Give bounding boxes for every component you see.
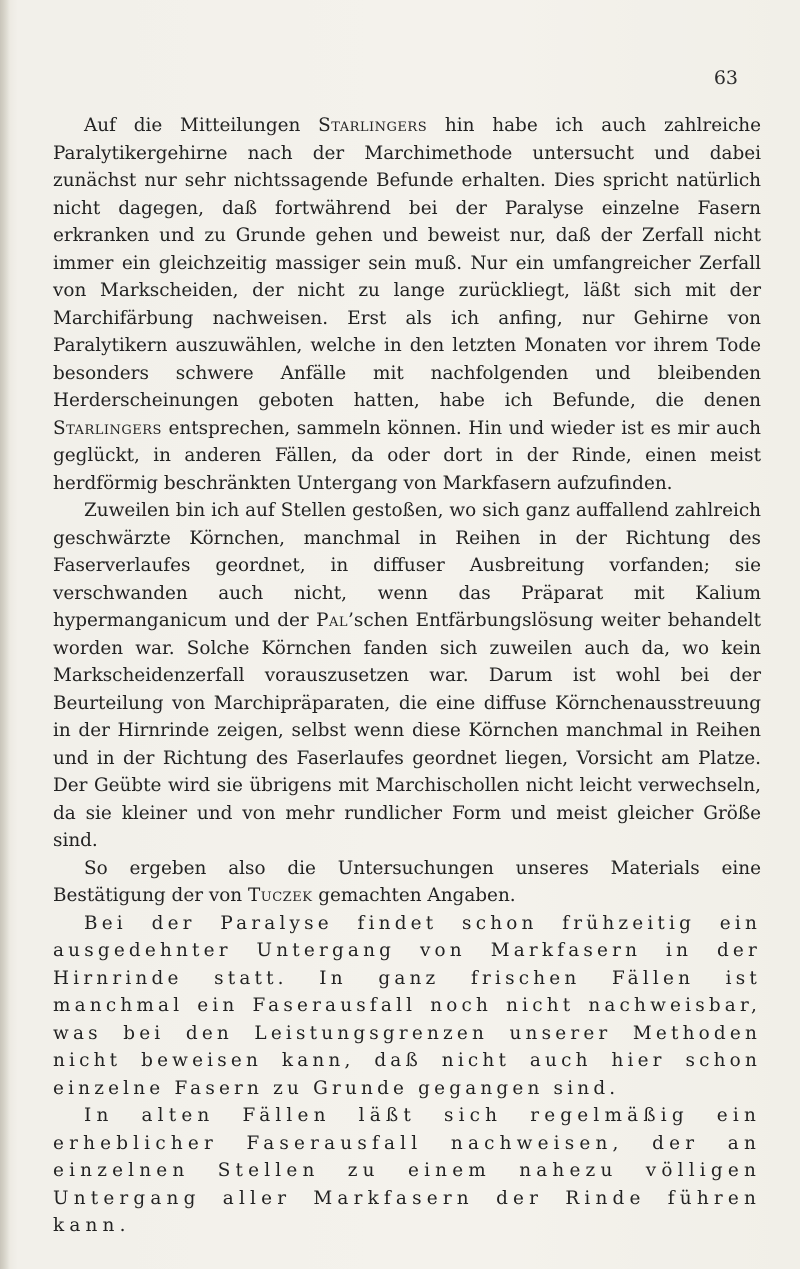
author-name-starlinger: Starlingers (318, 115, 428, 136)
paragraph-conclusion-late (53, 1102, 761, 1240)
paragraph-starlinger (53, 112, 761, 497)
author-name-tuczek: Tuczek (248, 885, 313, 906)
paragraph-koernchen (53, 497, 761, 855)
emphasized-text: Bei der Paralyse findet schon frühzeitig ein ausgedehnter Untergang von Markfasern in der Hirnrinde statt. In ganz frischen Fällen ist manchmal ein Faserausfall noch nicht nachweisbar, was bei den Leistungsgrenzen unserer Methoden nicht beweisen kann, daß nicht auch hier schon einzelne Fasern zu Grunde gegangen sind. (53, 912, 761, 1099)
paragraph-bestaetigung (53, 855, 761, 910)
page-spine-shadow (0, 0, 10, 1269)
page-number: 63 (713, 67, 738, 89)
text-segment: So ergeben also die Untersuchungen unseres Materials eine Bestätigung der von (53, 857, 761, 906)
text-segment: entsprechen, sammeln können. Hin und wieder ist es mir auch geglückt, in anderen Fällen, da oder dort in der Rinde, einen meist herdförmig beschränkten Untergang von Markfasern aufzufinden. (53, 417, 761, 494)
body-text (53, 112, 761, 1240)
text-segment: Auf die Mitteilungen (84, 115, 319, 136)
text-segment: Zuweilen bin ich auf Stellen gestoßen, wo sich ganz auffallend zahlreich geschwärzte Körnchen, manchmal in Reihen in der Richtung des Faserverlaufes geordnet, in diffuser Ausbreitung vorfanden; sie verschwanden auch nicht, wenn das Präparat mit Kalium hypermanganicum und der (53, 500, 761, 631)
text-segment: gemachten Angaben. (312, 885, 516, 906)
emphasized-text: In alten Fällen läßt sich regelmäßig ein erheblicher Faserausfall nachweisen, der an einzelnen Stellen zu einem nahezu völligen Untergang aller Markfasern der Rinde führen kann. (53, 1105, 761, 1236)
text-segment: ’schen Entfärbungslösung weiter behandelt worden war. Solche Körnchen fanden sich zuweilen auch da, wo kein Markscheidenzerfall vorauszusetzen war. Darum ist wohl bei der Beurteilung von Marchipräparaten, die eine diffuse Körnchenausstreuung in der Hirnrinde zeigen, selbst wenn diese Körnchen manchmal in Reihen und in der Richtung des Faserlaufes geordnet liegen, Vorsicht am Platze. Der Geübte wird sie übrigens mit Marchischollen nicht leicht verwechseln, da sie kleiner und von mehr rundlicher Form und meist gleicher Größe sind. (53, 610, 762, 851)
paragraph-conclusion-early (53, 910, 761, 1103)
author-name-pal: Pal (316, 610, 349, 631)
text-segment: hin habe ich auch zahlreiche Paralytikergehirne nach der Marchimethode untersucht und dabei zunächst nur sehr nichtssagende Befunde erhalten. Dies spricht natürlich nicht dagegen, daß fortwährend bei der Paralyse einzelne Fasern erkranken und zu Grunde gehen und beweist nur, daß der Zerfall nicht immer ein gleichzeitig massiger sein muß. Nur ein umfangreicher Zerfall von Markscheiden, der nicht zu lange zurückliegt, läßt sich mit der Marchifärbung nachweisen. Erst als ich anfing, nur Gehirne von Paralytikern auszuwählen, welche in den letzten Monaten vor ihrem Tode besonders schwere Anfälle mit nachfolgenden und bleibenden Herderscheinungen geboten hatten, habe ich Befunde, die denen (53, 115, 761, 411)
author-name-starlinger: Starlingers (53, 417, 162, 439)
